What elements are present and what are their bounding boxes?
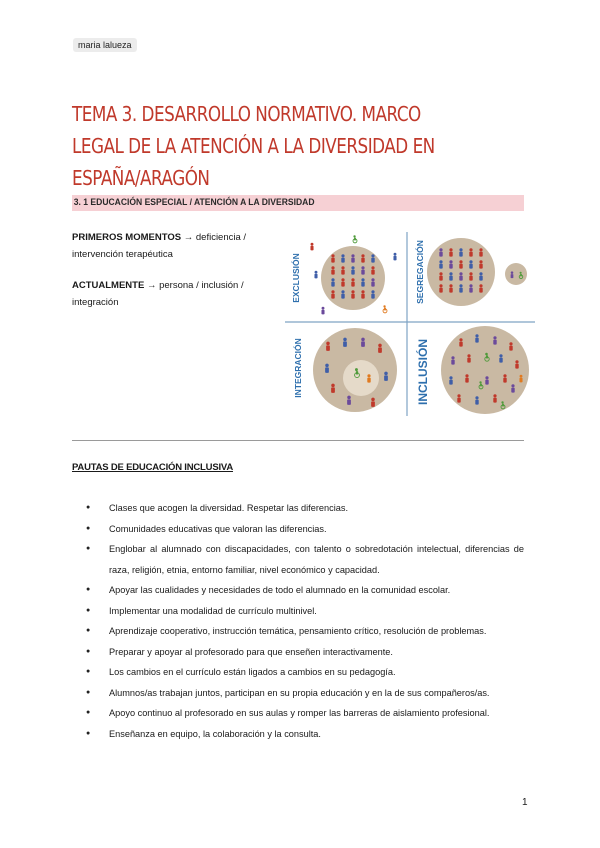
person-body <box>469 276 472 281</box>
inclusion-diagram-svg <box>283 230 535 416</box>
person-body <box>439 264 442 269</box>
person-body <box>449 276 452 281</box>
person-icon <box>439 248 442 256</box>
person-head <box>361 266 364 269</box>
wheelchair-head <box>353 235 355 237</box>
person-head <box>520 375 523 378</box>
person-head <box>351 254 354 257</box>
intro-currently <box>72 277 272 311</box>
person-body <box>459 264 462 269</box>
person-body <box>361 258 364 263</box>
person-icon <box>361 338 365 347</box>
person-head <box>467 354 470 357</box>
person-icon <box>469 272 472 280</box>
person-icon <box>361 266 364 274</box>
person-icon <box>479 284 482 292</box>
person-head <box>509 342 512 345</box>
intro-second-arrow: → <box>144 280 160 291</box>
person-head <box>315 271 318 274</box>
wheelchair-head <box>485 353 488 356</box>
person-body <box>499 358 502 363</box>
person-head <box>465 374 468 377</box>
person-body <box>351 294 354 299</box>
person-head <box>475 396 478 399</box>
pautas-heading: PAUTAS DE EDUCACIÓN INCLUSIVA <box>72 462 233 473</box>
person-head <box>439 272 442 275</box>
person-head <box>331 384 335 388</box>
wheelchair-head <box>520 272 522 274</box>
person-head <box>469 272 472 275</box>
person-head <box>511 271 514 274</box>
person-head <box>479 272 482 275</box>
person-icon <box>351 278 354 286</box>
person-head <box>439 248 442 251</box>
pautas-list-item: ● Alumnos/as trabajan juntos, participan en su propia educación y en la de sus compañeros/as. <box>72 683 524 704</box>
person-head <box>378 344 382 348</box>
person-head <box>371 278 374 281</box>
person-icon <box>439 284 442 292</box>
person-head <box>341 290 344 293</box>
person-icon <box>351 266 354 274</box>
section-divider <box>72 440 524 441</box>
person-icon <box>469 260 472 268</box>
person-body <box>449 252 452 257</box>
person-head <box>325 364 329 368</box>
person-body <box>393 256 396 261</box>
person-icon <box>475 334 478 342</box>
person-body <box>439 252 442 257</box>
person-body <box>465 378 468 383</box>
person-body <box>451 360 454 365</box>
person-head <box>511 384 514 387</box>
person-body <box>475 338 478 343</box>
person-body <box>479 276 482 281</box>
wheelchair-icon <box>383 305 387 313</box>
person-head <box>311 243 314 246</box>
person-body <box>469 252 472 257</box>
person-body <box>341 258 344 263</box>
wheelchair-body <box>520 274 522 276</box>
person-icon <box>467 354 470 362</box>
person-icon <box>361 278 364 286</box>
person-icon <box>321 307 324 315</box>
person-body <box>469 288 472 293</box>
person-icon <box>325 364 329 373</box>
person-head <box>331 266 334 269</box>
person-head <box>499 354 502 357</box>
person-icon <box>475 396 478 404</box>
page-number: 1 <box>522 797 528 808</box>
person-head <box>457 394 460 397</box>
person-icon <box>361 254 364 262</box>
person-body <box>519 378 522 383</box>
person-icon <box>351 254 354 262</box>
person-body <box>459 288 462 293</box>
person-icon <box>341 290 344 298</box>
person-icon <box>393 253 396 261</box>
person-head <box>331 278 334 281</box>
person-icon <box>439 272 442 280</box>
person-body <box>371 282 374 287</box>
person-icon <box>459 260 462 268</box>
person-icon <box>459 248 462 256</box>
person-body <box>325 367 329 373</box>
person-body <box>467 358 470 363</box>
person-body <box>371 294 374 299</box>
person-head <box>469 248 472 251</box>
person-body <box>331 294 334 299</box>
person-head <box>503 374 506 377</box>
person-icon <box>371 254 374 262</box>
wheelchair-body <box>486 355 488 358</box>
person-head <box>361 278 364 281</box>
intro-second-text: persona / inclusión / integración <box>72 280 244 308</box>
person-body <box>515 364 518 369</box>
person-icon <box>459 284 462 292</box>
person-body <box>331 282 334 287</box>
wheelchair-head <box>355 368 358 371</box>
person-body <box>310 246 313 251</box>
person-icon <box>439 260 442 268</box>
person-icon <box>509 342 512 350</box>
person-body <box>351 270 354 275</box>
person-body <box>361 341 365 347</box>
person-icon <box>457 394 460 402</box>
person-head <box>322 307 325 310</box>
person-head <box>341 254 344 257</box>
intro-first-text: deficiencia / intervención terapéutica <box>72 232 247 260</box>
person-icon <box>479 248 482 256</box>
person-icon <box>515 360 518 368</box>
person-icon <box>519 375 522 383</box>
pautas-list-item: ● Apoyar las cualidades y necesidades de todo el alumnado en la comunidad escolar. <box>72 580 524 601</box>
person-body <box>469 264 472 269</box>
person-icon <box>331 278 334 286</box>
person-body <box>439 276 442 281</box>
person-icon <box>351 290 354 298</box>
label-integracion: INTEGRACIÓN <box>293 338 303 398</box>
person-icon <box>367 374 370 382</box>
person-body <box>326 345 330 351</box>
person-head <box>351 266 354 269</box>
person-head <box>459 338 462 341</box>
person-body <box>351 258 354 263</box>
person-body <box>331 258 334 263</box>
person-body <box>449 264 452 269</box>
person-head <box>367 374 370 377</box>
wheelchair-body <box>384 308 386 311</box>
wheelchair-head <box>479 381 481 383</box>
person-icon <box>493 336 496 344</box>
person-body <box>341 282 344 287</box>
person-icon <box>341 266 344 274</box>
person-body <box>459 342 462 347</box>
person-icon <box>343 338 347 347</box>
segregacion-small-circle <box>505 263 527 285</box>
wheelchair-head <box>501 401 503 403</box>
person-icon <box>459 338 462 346</box>
person-body <box>479 288 482 293</box>
person-body <box>361 294 364 299</box>
person-icon <box>341 278 344 286</box>
person-icon <box>347 396 351 405</box>
pautas-list-item: ● Apoyo continuo al profesorado en sus aulas y romper las barreras de aislamiento profesional. <box>72 703 524 724</box>
person-icon <box>485 376 488 384</box>
person-icon <box>384 372 388 381</box>
person-head <box>459 284 462 287</box>
segregacion-big-circle <box>427 238 495 306</box>
pautas-list-item: ● Clases que acogen la diversidad. Respetar las diferencias. <box>72 498 524 519</box>
label-inclusion: INCLUSIÓN <box>416 339 430 405</box>
wheelchair-body <box>480 384 482 387</box>
person-head <box>515 360 518 363</box>
person-icon <box>378 344 382 353</box>
person-head <box>479 284 482 287</box>
wheelchair-head <box>383 305 385 307</box>
person-icon <box>326 342 330 351</box>
person-head <box>479 260 482 263</box>
person-head <box>449 284 452 287</box>
intro-first-arrow: → <box>181 232 196 243</box>
person-body <box>371 270 374 275</box>
person-head <box>459 272 462 275</box>
person-body <box>384 375 388 381</box>
wheelchair-body <box>502 404 504 407</box>
person-head <box>343 338 347 342</box>
person-icon <box>503 374 506 382</box>
person-head <box>351 278 354 281</box>
person-body <box>475 400 478 405</box>
person-head <box>459 260 462 263</box>
person-head <box>479 248 482 251</box>
person-head <box>439 260 442 263</box>
person-head <box>493 394 496 397</box>
person-head <box>361 290 364 293</box>
inclusion-circle <box>441 326 529 414</box>
person-body <box>331 270 334 275</box>
person-body <box>331 387 335 393</box>
person-icon <box>449 284 452 292</box>
person-body <box>485 380 488 385</box>
person-icon <box>371 278 374 286</box>
person-body <box>347 399 351 405</box>
person-body <box>361 282 364 287</box>
person-icon <box>449 248 452 256</box>
wheelchair-body <box>354 238 356 241</box>
author-tag: maria lalueza <box>73 38 137 52</box>
person-body <box>493 398 496 403</box>
person-icon <box>479 272 482 280</box>
person-head <box>371 398 375 402</box>
pautas-list-item: ● Comunidades educativas que valoran las diferencias. <box>72 519 524 540</box>
person-icon <box>341 254 344 262</box>
section-heading-bar <box>72 195 524 211</box>
person-head <box>449 272 452 275</box>
person-icon <box>449 272 452 280</box>
pautas-list-item: ● Implementar una modalidad de currículo multinivel. <box>72 601 524 622</box>
person-body <box>509 346 512 351</box>
person-body <box>371 401 375 407</box>
person-icon <box>451 356 454 364</box>
person-head <box>371 266 374 269</box>
person-icon <box>449 260 452 268</box>
intro-first-moments <box>72 229 272 263</box>
person-icon <box>493 394 496 402</box>
person-head <box>475 334 478 337</box>
person-head <box>469 284 472 287</box>
person-head <box>449 248 452 251</box>
person-icon <box>371 398 375 407</box>
pautas-list-item: ● Enseñanza en equipo, la colaboración y la consulta. <box>72 724 524 745</box>
person-head <box>331 254 334 257</box>
person-body <box>361 270 364 275</box>
person-head <box>331 290 334 293</box>
pautas-list <box>72 498 524 744</box>
person-body <box>314 274 317 279</box>
person-icon <box>371 290 374 298</box>
wheelchair-body <box>356 371 358 374</box>
person-icon <box>469 248 472 256</box>
person-body <box>479 252 482 257</box>
person-icon <box>511 271 514 278</box>
pautas-list-item: ● Aprendizaje cooperativo, instrucción temática, pensamiento crítico, resolución de problemas. <box>72 621 524 642</box>
person-icon <box>511 384 514 392</box>
person-icon <box>371 266 374 274</box>
person-head <box>394 253 397 256</box>
person-head <box>485 376 488 379</box>
person-icon <box>310 243 313 251</box>
person-icon <box>361 290 364 298</box>
person-head <box>469 260 472 263</box>
label-exclusion: EXCLUSIÓN <box>291 253 301 303</box>
person-icon <box>449 376 452 384</box>
label-segregacion: SEGREGACIÓN <box>415 240 425 304</box>
integracion-inner-circle <box>343 360 379 396</box>
person-head <box>341 266 344 269</box>
person-body <box>449 380 452 385</box>
inclusion-diagram <box>283 230 535 416</box>
person-head <box>449 376 452 379</box>
person-body <box>341 294 344 299</box>
person-head <box>449 260 452 263</box>
person-body <box>479 264 482 269</box>
person-body <box>459 276 462 281</box>
person-head <box>384 372 388 376</box>
person-body <box>459 252 462 257</box>
person-body <box>503 378 506 383</box>
person-head <box>451 356 454 359</box>
person-body <box>343 341 347 347</box>
person-head <box>459 248 462 251</box>
person-head <box>326 342 330 346</box>
person-head <box>341 278 344 281</box>
person-head <box>371 254 374 257</box>
person-icon <box>469 284 472 292</box>
person-icon <box>499 354 502 362</box>
person-icon <box>479 260 482 268</box>
person-icon <box>331 290 334 298</box>
person-head <box>361 254 364 257</box>
person-icon <box>465 374 468 382</box>
person-head <box>371 290 374 293</box>
pautas-list-item: ● Englobar al alumnado con discapacidades, con talento o sobredotación intelectual, diferencias de raza, religión, etnia, entorno familiar, nivel económico y capacidad. <box>72 539 524 580</box>
intro-first-label: PRIMEROS MOMENTOS <box>72 232 182 243</box>
person-head <box>351 290 354 293</box>
person-body <box>511 274 514 278</box>
person-head <box>493 336 496 339</box>
person-body <box>439 288 442 293</box>
intro-second-label: ACTUALMENTE <box>72 280 145 291</box>
person-body <box>493 340 496 345</box>
section-heading: 3. 1 EDUCACIÓN ESPECIAL / ATENCIÓN A LA DIVERSIDAD <box>73 197 315 208</box>
person-body <box>371 258 374 263</box>
pautas-list-item: ● Preparar y apoyar al profesorado para que enseñen interactivamente. <box>72 642 524 663</box>
person-body <box>449 288 452 293</box>
person-body <box>367 378 370 383</box>
person-icon <box>331 254 334 262</box>
person-icon <box>459 272 462 280</box>
wheelchair-icon <box>353 235 357 243</box>
person-body <box>341 270 344 275</box>
pautas-list-item: ● Los cambios en el currículo están ligados a cambios en su pedagogía. <box>72 662 524 683</box>
person-icon <box>314 271 317 279</box>
person-head <box>361 338 365 342</box>
person-body <box>351 282 354 287</box>
person-head <box>439 284 442 287</box>
page-title: TEMA 3. DESARROLLO NORMATIVO. MARCO LEGAL DE LA ATENCIÓN A LA DIVERSIDAD EN ESPAÑA/ARAGÓN <box>72 102 435 190</box>
person-body <box>457 398 460 403</box>
person-icon <box>331 266 334 274</box>
person-body <box>511 388 514 393</box>
person-body <box>378 347 382 353</box>
person-head <box>347 396 351 400</box>
person-icon <box>331 384 335 393</box>
person-body <box>321 310 324 315</box>
